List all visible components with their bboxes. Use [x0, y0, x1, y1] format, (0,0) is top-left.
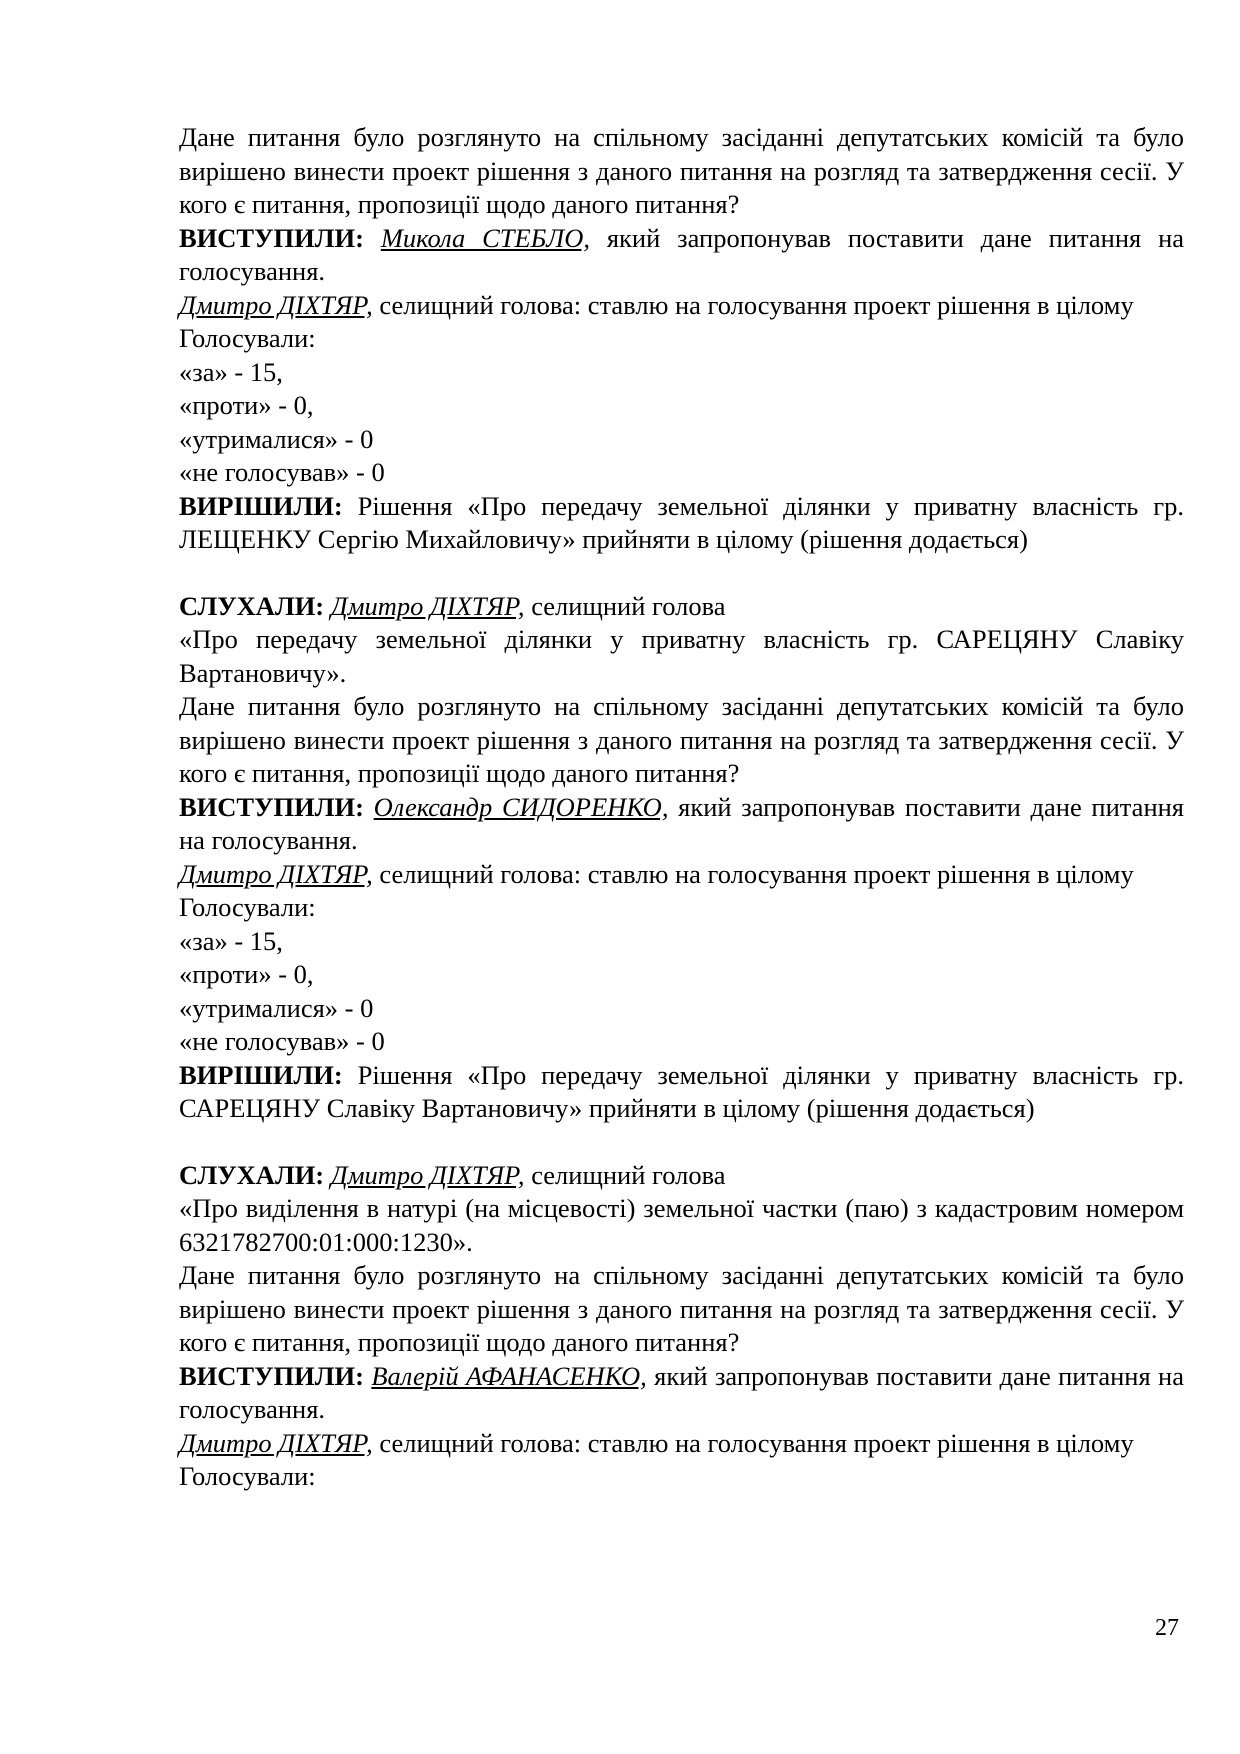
paragraph: [179, 423, 1184, 457]
speaker-name: Дмитро ДІХТЯР,: [330, 1159, 525, 1190]
section-label: СЛУХАЛИ:: [179, 1159, 325, 1190]
section-label: ВИСТУПИЛИ:: [179, 1360, 364, 1391]
paragraph: [179, 1360, 1184, 1427]
paragraph-text: «не голосував» - 0: [179, 457, 385, 487]
paragraph: [179, 322, 1184, 356]
section-gap: [179, 1126, 1184, 1159]
paragraph-text: який запропонував поставити дане питання на голосування.: [179, 222, 1185, 286]
paragraph-text: «Про передачу земельної ділянки у приватну власність гр. САРЕЦЯНУ Славіку Вартановичу».: [179, 624, 1184, 688]
paragraph-text: [324, 591, 331, 621]
paragraph: [179, 925, 1184, 959]
paragraph-text: селищний голова: ставлю на голосування проект рішення в цілому: [372, 289, 1134, 320]
speaker-name: Олександр СИДОРЕНКО,: [373, 791, 669, 822]
speaker-name: Микола СТЕБЛО,: [380, 222, 591, 253]
paragraph: [179, 690, 1184, 791]
paragraph: [179, 958, 1184, 992]
paragraph: [179, 1192, 1184, 1259]
paragraph-text: «за» - 15,: [179, 356, 283, 387]
paragraph: [179, 590, 1184, 624]
document-body: [179, 121, 1184, 1494]
paragraph: [179, 1159, 1184, 1193]
paragraph-text: [364, 223, 381, 253]
paragraph-text: селищний голова: ставлю на голосування проект рішення в цілому: [372, 858, 1134, 889]
paragraph: [179, 289, 1184, 323]
paragraph: [179, 623, 1184, 690]
paragraph-text: Голосували:: [179, 1461, 316, 1491]
paragraph: [179, 1259, 1184, 1360]
paragraph: [179, 1025, 1184, 1059]
paragraph-text: Голосували:: [179, 323, 316, 353]
paragraph-text: «утрималися» - 0: [179, 423, 374, 454]
paragraph-text: «за» - 15,: [179, 925, 283, 956]
paragraph: [179, 992, 1184, 1026]
paragraph: [179, 791, 1184, 858]
section-label: ВИРІШИЛИ:: [179, 1059, 343, 1090]
paragraph: [179, 858, 1184, 892]
paragraph-text: «утрималися» - 0: [179, 992, 374, 1023]
section-label: СЛУХАЛИ:: [179, 590, 325, 621]
paragraph-text: Рішення «Про передачу земельної ділянки у приватну власність гр. ЛЕЩЕНКУ Сергію Михайловичу» прийняти в цілому (рішення додається): [179, 490, 1184, 554]
section-label: ВИРІШИЛИ:: [179, 490, 343, 521]
paragraph: [179, 1427, 1184, 1461]
paragraph-text: «проти» - 0,: [179, 390, 314, 420]
paragraph-text: Дане питання було розглянуто на спільному засіданні депутатських комісій та було вирішено винести проект рішення з даного питання на розгляд та затвердження сесії. У кого є питання, пропозиції щодо даного питання?: [179, 691, 1184, 788]
paragraph: [179, 456, 1184, 490]
section-label: ВИСТУПИЛИ:: [179, 791, 364, 822]
section-label: ВИСТУПИЛИ:: [179, 222, 364, 253]
paragraph-text: селищний голова: ставлю на голосування проект рішення в цілому: [372, 1427, 1134, 1458]
speaker-name: Дмитро ДІХТЯР,: [179, 858, 373, 889]
speaker-name: Дмитро ДІХТЯР,: [179, 1427, 373, 1458]
paragraph-text: селищний голова: [524, 1159, 726, 1190]
paragraph-text: який запропонував поставити дане питання на голосування.: [179, 1360, 1184, 1424]
paragraph-text: Дане питання було розглянуто на спільному засіданні депутатських комісій та було вирішено винести проект рішення з даного питання на розгляд та затвердження сесії. У кого є питання, пропозиції щодо даного питання?: [179, 1260, 1184, 1357]
paragraph-text: [364, 792, 374, 822]
paragraph: [179, 490, 1184, 557]
paragraph-text: «Про виділення в натурі (на місцевості) земельної частки (паю) з кадастровим номером 6321782700:01:000:1230».: [179, 1193, 1184, 1257]
paragraph: [179, 356, 1184, 390]
paragraph-text: «проти» - 0,: [179, 959, 314, 989]
paragraph: [179, 389, 1184, 423]
paragraph-text: Рішення «Про передачу земельної ділянки у приватну власність гр. САРЕЦЯНУ Славіку Вартановичу» прийняти в цілому (рішення додається): [179, 1059, 1184, 1123]
paragraph-text: «не голосував» - 0: [179, 1026, 385, 1056]
paragraph-text: який запропонував поставити дане питання на голосування.: [179, 791, 1184, 855]
paragraph-text: Голосували:: [179, 892, 316, 922]
speaker-name: Дмитро ДІХТЯР,: [179, 289, 373, 320]
paragraph: [179, 222, 1184, 289]
paragraph-text: селищний голова: [524, 590, 726, 621]
section-gap: [179, 557, 1184, 590]
paragraph: [179, 1460, 1184, 1494]
speaker-name: Валерій АФАНАСЕНКО,: [371, 1360, 647, 1391]
paragraph-text: [324, 1160, 331, 1190]
paragraph-text: Дане питання було розглянуто на спільному засіданні депутатських комісій та було вирішено винести проект рішення з даного питання на розгляд та затвердження сесії. У кого є питання, пропозиції щодо даного питання?: [179, 122, 1184, 219]
speaker-name: Дмитро ДІХТЯР,: [330, 590, 525, 621]
paragraph: [179, 121, 1184, 222]
paragraph: [179, 891, 1184, 925]
paragraph: [179, 1059, 1184, 1126]
page-number: 27: [1155, 1615, 1179, 1641]
